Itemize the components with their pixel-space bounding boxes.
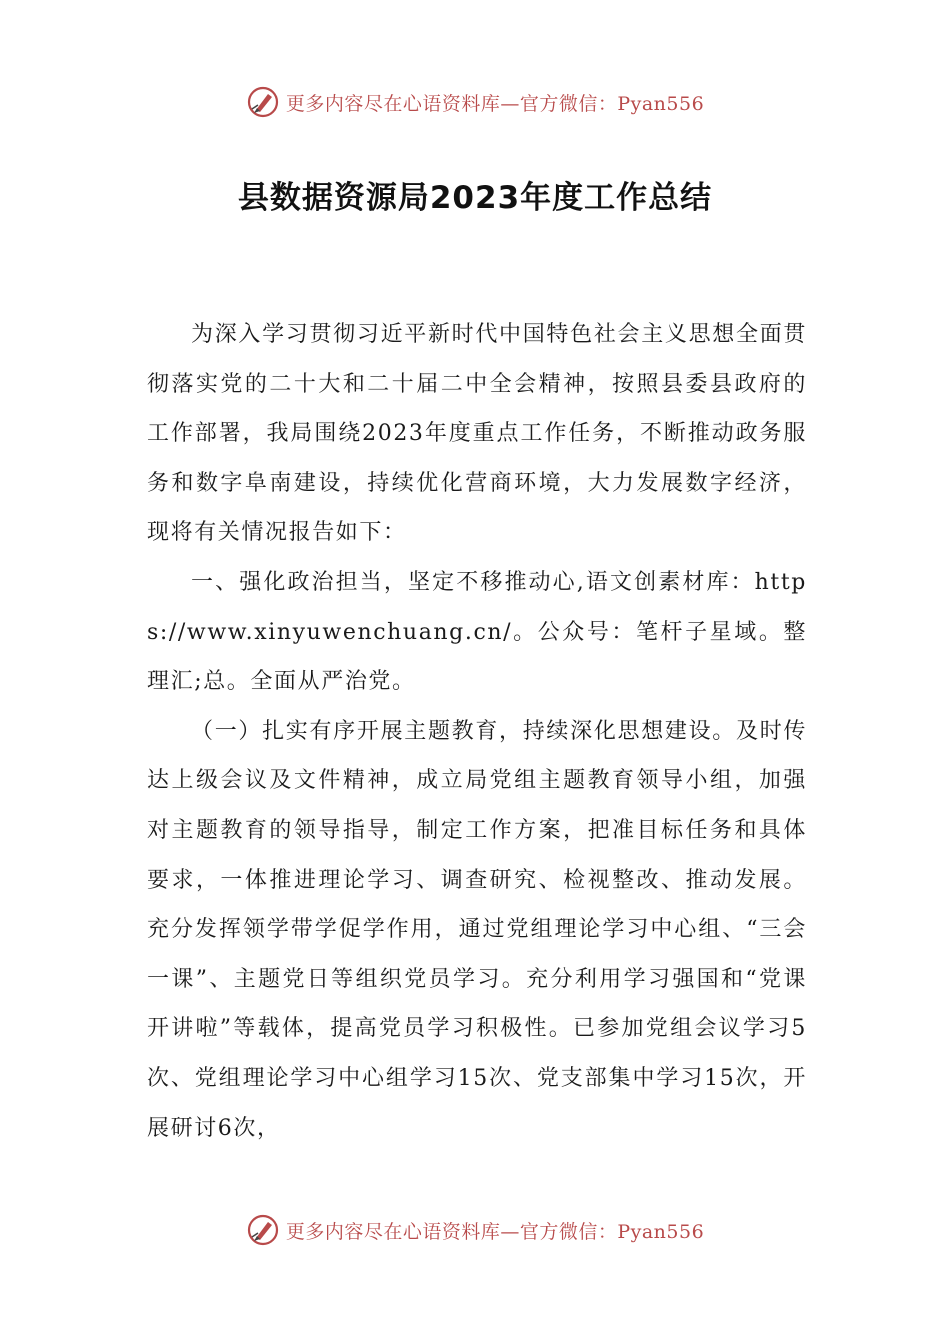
paragraph-section-one: 一、强化政治担当，坚定不移推动心,语文创素材库：https://www.xinyuwenchuang.cn/。公众号：笔杆子星域。整理汇;总。全面从严治党。 xyxy=(147,569,807,695)
document-body xyxy=(147,310,807,1153)
pen-nib-logo-icon xyxy=(246,1213,280,1247)
header-watermark xyxy=(0,82,950,122)
paragraph-subsection-one: （一）扎实有序开展主题教育，持续深化思想建设。及时传达上级会议及文件精神，成立局党组主题教育领导小组，加强对主题教育的领导指导，制定工作方案，把准目标任务和具体要求，一体推进理论学习、调查研究、检视整改、推动发展。充分发挥领学带学促学作用，通过党组理论学习中心组、“三会一课”、主题党日等组织党员学习。充分利用学习强国和“党课开讲啦”等载体，提高党员学习积极性。已参加党组会议学习5次、党组理论学习中心组学习15次、党支部集中学习15次，开展研讨6次， xyxy=(147,718,807,1141)
footer-watermark xyxy=(0,1210,950,1250)
paragraph-intro: 为深入学习贯彻习近平新时代中国特色社会主义思想全面贯彻落实党的二十大和二十届二中全会精神，按照县委县政府的工作部署，我局围绕2023年度重点工作任务，不断推动政务服务和数字阜南建设，持续优化营商环境，大力发展数字经济，现将有关情况报告如下： xyxy=(147,322,807,546)
document-title: 县数据资源局2023年度工作总结 xyxy=(237,180,713,216)
pen-nib-logo-icon xyxy=(246,85,280,119)
watermark-text: 更多内容尽在心语资料库—官方微信：Pyan556 xyxy=(285,1220,705,1243)
watermark-text: 更多内容尽在心语资料库—官方微信：Pyan556 xyxy=(285,92,705,115)
